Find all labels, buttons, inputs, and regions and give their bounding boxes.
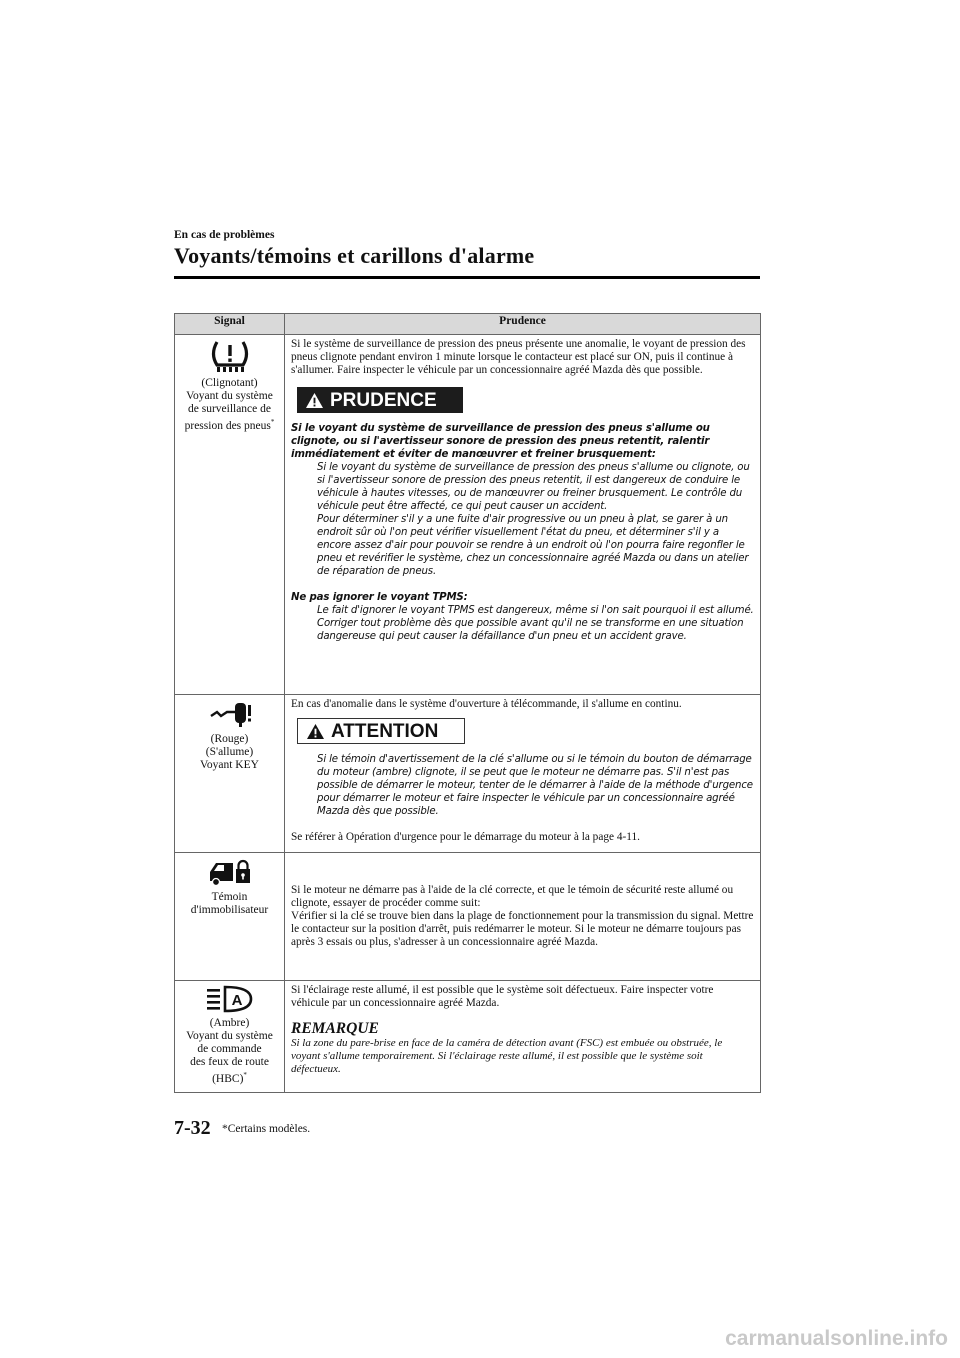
key-warning-icon — [207, 699, 253, 729]
title-rule — [174, 276, 760, 279]
signal-label-line: (Ambre) — [209, 1017, 250, 1029]
page-number: 7-32 — [174, 1117, 211, 1139]
caution-cell-immobilizer — [285, 853, 761, 981]
signal-label-line: pression des pneus* — [184, 418, 275, 432]
caution-outro: Se référer à Opération d'urgence pour le démarrage du moteur à la page 4-11. — [291, 831, 640, 843]
warning-text: Si le témoin d'avertissement de la clé s'allume ou si le témoin du bouton de démarrage du moteur (ambre) clignote, il se peut que le moteur ne démarre pas. S'il n'est pas possible de démarrer le moteur, tenter de le démarrer à l'aide de la méthode d'urgence pour démarrer le moteur et faire inspecter le véhicule par un concessionnaire agréé Mazda dès que possible. — [317, 754, 753, 817]
warning-triangle-icon — [306, 723, 325, 740]
warning-text: Pour déterminer s'il y a une fuite d'air progressive ou un pneu à plat, se garer à un endroit sûr où l'on peut vérifier visuellement l'état du pneu, et déterminer s'il y a encore assez d'air pour pouvoir se rendre à un endroit où l'on pourra faire regonfler le pneu et revérifier le système, chez un concessionnaire agréé Mazda ou dans un atelier de réparation de pneus. — [317, 514, 749, 577]
col-header-caution: Prudence — [285, 314, 761, 335]
caution-text: Si le moteur ne démarre pas à l'aide de la clé correcte, et que le témoin de sécurité reste allumé ou clignote, essayer de procéder comme suit: — [291, 883, 734, 909]
signal-label-line: de commande — [197, 1043, 262, 1055]
signal-label-line: (Clignotant) — [201, 377, 258, 389]
signal-cell-immobilizer — [175, 853, 285, 981]
banner-label: ATTENTION — [331, 720, 439, 742]
caution-cell-tpms — [285, 335, 761, 695]
footnote: *Certains modèles. — [222, 1123, 311, 1135]
section-label: En cas de problèmes — [174, 229, 275, 241]
warning-lights-table — [174, 313, 761, 1093]
caution-intro: En cas d'anomalie dans le système d'ouverture à télécommande, il s'allume en continu. — [291, 698, 682, 710]
signal-label-line: (S'allume) — [205, 746, 254, 758]
prudence-banner — [297, 387, 463, 413]
warning-text: Si le voyant du système de surveillance de pression des pneus s'allume ou clignote, ou si l'avertisseur sonore de pression des pneus retentit, il est dangereux de conduire le véhicule à hautes vitesses, ou de manœuvrer ou freiner brusquement. Le contrôle du véhicule peut être affecté, ce qui peut causer un accident. — [317, 462, 750, 512]
signal-label-line: Voyant KEY — [200, 759, 259, 771]
signal-label-line: (HBC)* — [212, 1071, 247, 1085]
signal-label-line: Voyant du système — [186, 390, 273, 402]
col-header-signal: Signal — [175, 314, 285, 335]
table-row-key — [175, 695, 761, 853]
note-text: Si la zone du pare-brise en face de la caméra de détection avant (FSC) est embuée ou obstruée, le voyant s'allume temporairement. Si l'éclairage reste allumé, il est possible que le système soit défectueux. — [291, 1037, 723, 1075]
table-row-immobilizer — [175, 853, 761, 981]
asterisk-mark: * — [243, 1071, 247, 1079]
table-row-hbc — [175, 981, 761, 1093]
tire-pressure-warning-icon — [208, 339, 252, 373]
warning-heading: Ne pas ignorer le voyant TPMS: — [291, 592, 468, 603]
signal-cell-hbc — [175, 981, 285, 1093]
signal-label-line: (Rouge) — [210, 733, 249, 745]
signal-label-line: Témoin — [211, 891, 248, 903]
attention-banner — [297, 718, 465, 744]
banner-label: PRUDENCE — [330, 389, 437, 411]
caution-intro: Si le système de surveillance de pression des pneus présente une anomalie, le voyant de pression des pneus clignote pendant environ 1 minute lorsque le contacteur est placé sur ON, puis il continue à s'allumer. Faire inspecter le véhicule par un concessionnaire agréé Mazda dès que possible. — [291, 338, 746, 376]
caution-text: Si l'éclairage reste allumé, il est possible que le système soit défectueux. Faire inspecter votre véhicule par un concessionnaire agréé Mazda. — [291, 984, 714, 1009]
svg-text:A: A — [231, 992, 242, 1009]
caution-cell-key — [285, 695, 761, 853]
immobilizer-car-lock-icon — [207, 857, 253, 887]
asterisk-mark: * — [270, 418, 275, 426]
warning-text: Le fait d'ignorer le voyant TPMS est dangereux, même si l'on sait pourquoi il est allumé. Corriger tout problème dès que possible avant qu'il ne se transforme en une situation dangereuse qui peut causer la défaillance d'un pneu et un accident grave. — [317, 605, 754, 642]
note-heading: REMARQUE — [291, 1020, 379, 1037]
signal-label-line: de surveillance de — [187, 403, 271, 415]
warning-triangle-icon — [305, 392, 324, 409]
table-row-tpms — [175, 335, 761, 695]
caution-cell-hbc — [285, 981, 761, 1093]
warning-heading: Si le voyant du système de surveillance de pression des pneus s'allume ou clignote, ou si l'avertisseur sonore de pression des pneus retentit, ralentir immédiatement et éviter de manœuvrer et freiner brusquement: — [291, 423, 710, 460]
signal-label-line: Voyant du système — [186, 1030, 273, 1042]
page-title: Voyants/témoins et carillons d'alarme — [174, 243, 535, 268]
table-header-row — [175, 314, 761, 335]
signal-cell-key — [175, 695, 285, 853]
signal-label-line: des feux de route — [190, 1056, 269, 1068]
signal-cell-tpms — [175, 335, 285, 695]
signal-label-line: d'immobilisateur — [190, 904, 269, 916]
watermark: carmanualsonline.info — [725, 1327, 948, 1350]
caution-text: Vérifier si la clé se trouve bien dans la plage de fonctionnement pour la transmission du signal. Mettre le contacteur sur la position d'arrêt, puis redémarrer le moteur. Si le moteur ne démarre toujours pas après 3 essais ou plus, s'adresser à un concessionnaire agréé Mazda. — [291, 909, 754, 948]
high-beam-control-icon — [205, 985, 255, 1013]
